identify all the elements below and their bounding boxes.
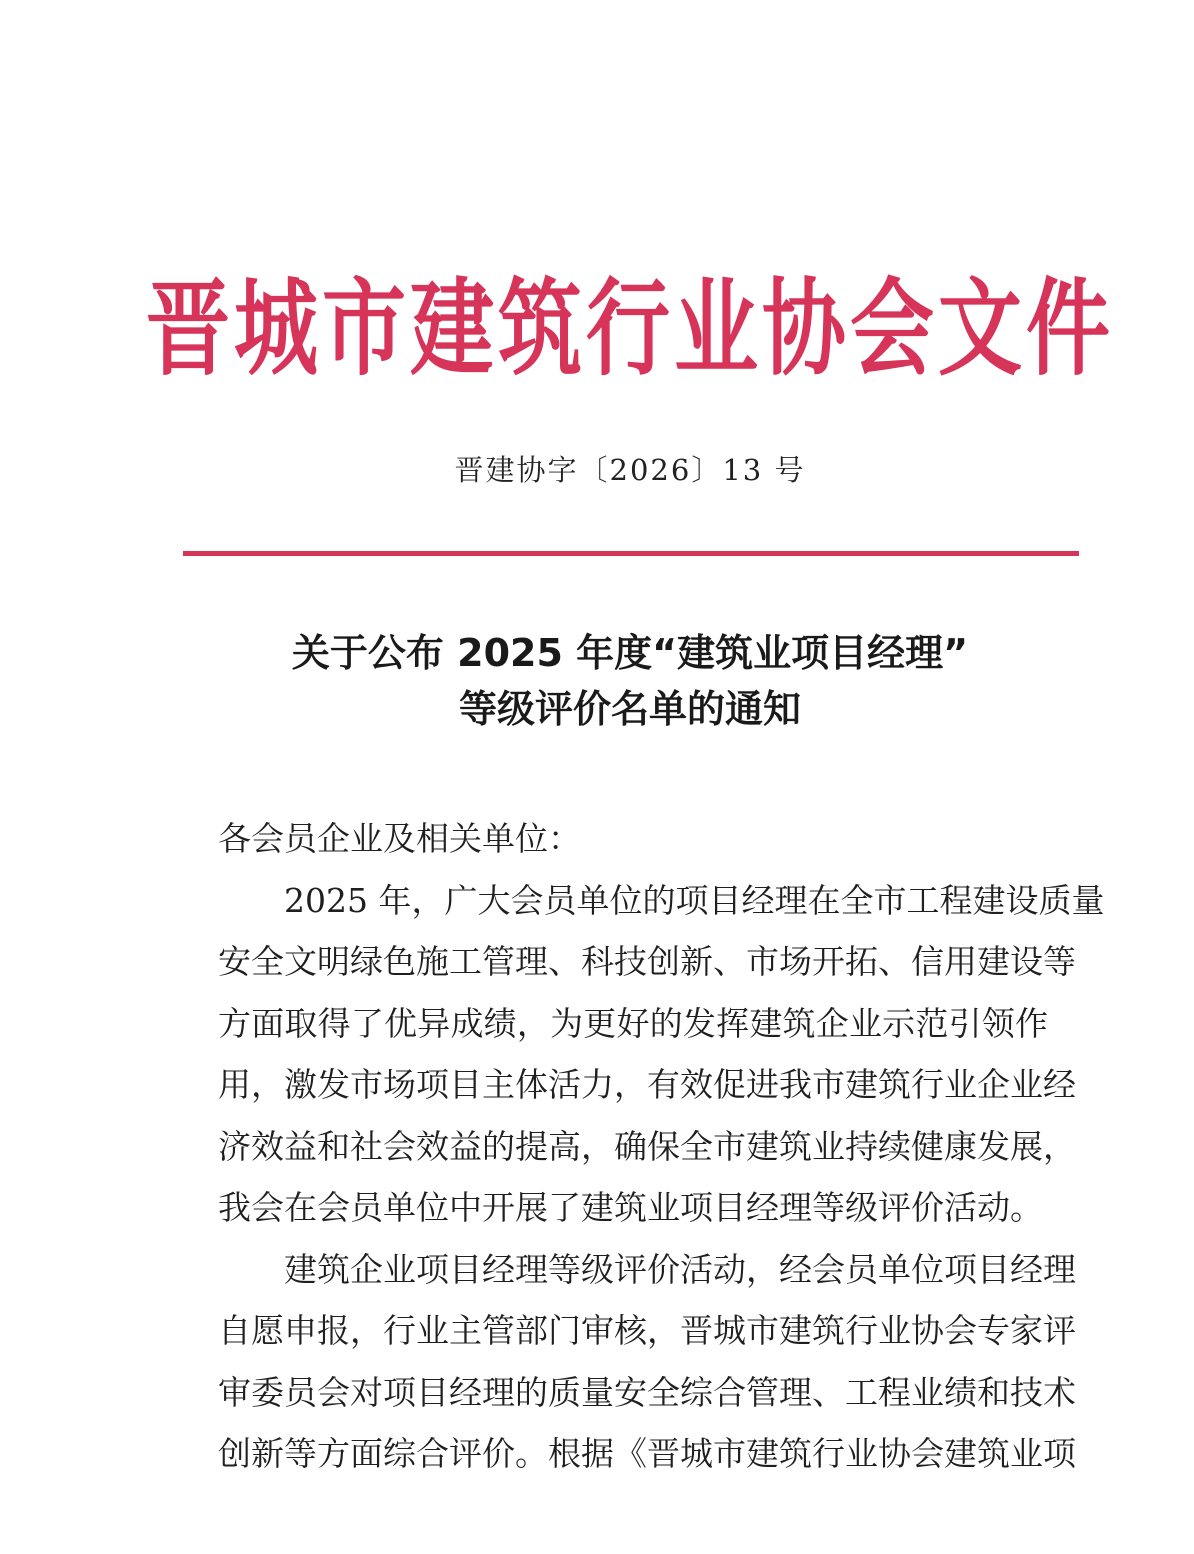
- notice-body: [218, 808, 1105, 1485]
- notice-title-line-2: 等级评价名单的通知: [458, 687, 801, 731]
- paragraph-1-line: 我会在会员单位中开展了建筑业项目经理等级评价活动。: [218, 1188, 1043, 1227]
- paragraph-2-line: 创新等方面综合评价。根据《晋城市建筑行业协会建筑业项: [218, 1434, 1076, 1473]
- salutation: 各会员企业及相关单位：: [218, 819, 581, 858]
- paragraph-1-line: 用，激发市场项目主体活力，有效促进我市建筑行业企业经: [218, 1065, 1076, 1104]
- paragraph-1-line: 方面取得了优异成绩，为更好的发挥建筑企业示范引领作: [218, 1003, 1048, 1043]
- notice-title-line-1: 关于公布 2025 年度“建筑业项目经理”: [291, 631, 969, 675]
- masthead-title: 晋城市建筑行业协会文件: [146, 265, 1115, 390]
- paragraph-1-line: 2025 年，广大会员单位的项目经理在全市工程建设质量: [284, 880, 1105, 920]
- red-divider: [183, 551, 1079, 556]
- paragraph-1-line: 安全文明绿色施工管理、科技创新、市场开拓、信用建设等: [218, 942, 1076, 981]
- paragraph-2-line: 审委员会对项目经理的质量安全综合管理、工程业绩和技术: [218, 1372, 1076, 1412]
- notice-title: [180, 625, 1080, 737]
- document-number: 晋建协字〔2026〕13 号: [454, 453, 806, 487]
- paragraph-2-line: 建筑企业项目经理等级评价活动，经会员单位项目经理: [284, 1249, 1076, 1289]
- paragraph-2-line: 自愿申报，行业主管部门审核，晋城市建筑行业协会专家评: [218, 1311, 1076, 1350]
- paragraph-1-line: 济效益和社会效益的提高，确保全市建筑业持续健康发展，: [218, 1126, 1076, 1166]
